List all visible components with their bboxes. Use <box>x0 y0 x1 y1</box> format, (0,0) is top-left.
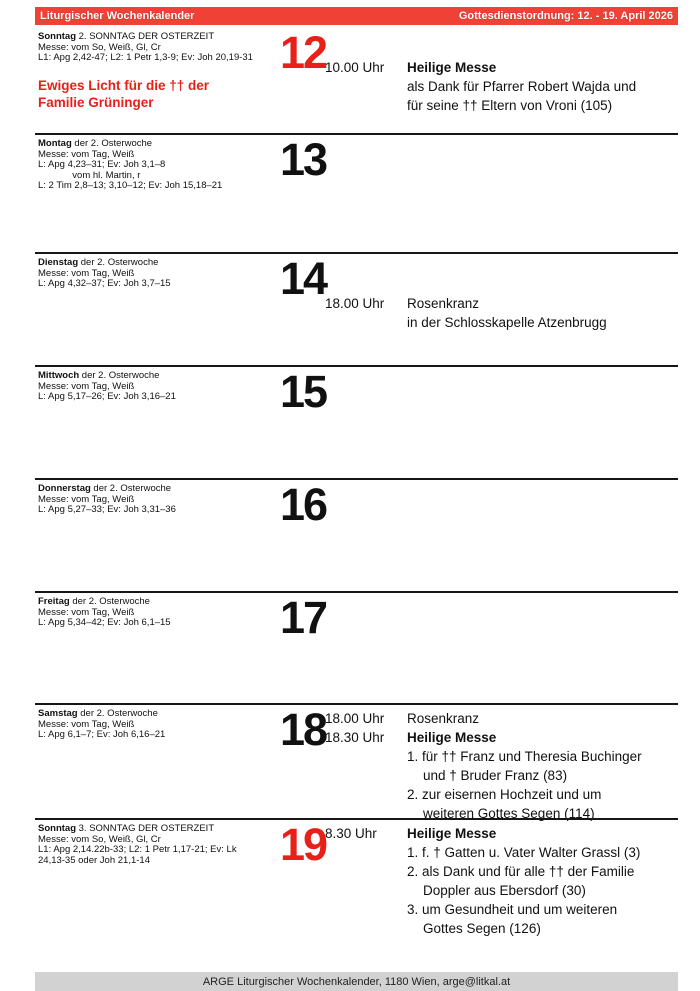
day-detail-line: Messe: vom Tag, Weiß <box>38 267 135 279</box>
day-title-rest: 3. SONNTAG DER OSTERZEIT <box>76 823 215 834</box>
day-liturgical-info <box>38 593 293 629</box>
day-number: 12 <box>279 27 327 78</box>
day-detail-line: L: 2 Tim 2,8–13; 3,10–12; Ev: Joh 15,18–21 <box>38 180 223 192</box>
day-title-rest: der 2. Osterwoche <box>90 483 172 494</box>
event-time: 18.00 Uhr <box>325 296 385 311</box>
day-detail-line: Messe: vom So, Weiß, Gl, Cr <box>38 41 161 53</box>
day-number: 17 <box>279 592 327 643</box>
day-title <box>38 32 293 43</box>
day-detail-line: L: Apg 4,32–37; Ev: Joh 3,7–15 <box>38 278 171 290</box>
event-description-line: 1. f. † Gatten u. Vater Walter Grassl (3) <box>407 845 641 860</box>
day-detail-line: Messe: vom Tag, Weiß <box>38 493 135 505</box>
day-detail-line: 24,13-35 oder Joh 21,1-14 <box>38 854 150 866</box>
event-description-line: in der Schlosskapelle Atzenbrugg <box>407 315 607 330</box>
event-description <box>407 58 636 115</box>
day-title <box>38 139 293 150</box>
day-row <box>35 818 678 972</box>
day-liturgical-info <box>38 28 293 112</box>
day-row <box>35 133 678 252</box>
day-title <box>38 597 293 608</box>
day-title-rest: der 2. Osterwoche <box>77 708 158 719</box>
event-description-line: Heilige Messe <box>407 826 497 841</box>
day-detail-line: Messe: vom So, Weiß, Gl, Cr <box>38 833 161 845</box>
event-description-line: 3. um Gesundheit und um weiteren <box>407 902 618 917</box>
event-description-line: und † Bruder Franz (83) <box>423 768 568 783</box>
day-title <box>38 371 293 382</box>
day-liturgical-info <box>38 254 293 290</box>
perpetual-light-note <box>38 77 293 112</box>
event-time: 10.00 Uhr <box>325 60 385 75</box>
day-detail-line: L1: Apg 2,42-47; L2: 1 Petr 1,3-9; Ev: Joh 20,19-31 <box>38 52 253 64</box>
event-description-line: Gottes Segen (126) <box>423 921 541 936</box>
event-description-line: 1. für †† Franz und Theresia Buchinger <box>407 749 642 764</box>
day-name: Dienstag <box>38 257 79 268</box>
event-time: 18.00 Uhr <box>325 711 385 726</box>
event-description-line: Rosenkranz <box>407 711 480 726</box>
day-liturgical-info <box>38 705 293 741</box>
day-detail-line: L1: Apg 2,14.22b-33; L2: 1 Petr 1,17-21; Ev: Lk <box>38 844 237 856</box>
day-liturgical-info <box>38 135 293 192</box>
day-liturgical-info <box>38 480 293 516</box>
day-title <box>38 258 293 269</box>
event-row <box>325 728 642 823</box>
event-row <box>325 58 636 115</box>
day-detail-line: L: Apg 5,17–26; Ev: Joh 3,16–21 <box>38 391 176 403</box>
day-list <box>35 28 678 972</box>
day-detail-line: Messe: vom Tag, Weiß <box>38 148 135 160</box>
day-liturgical-info <box>38 820 293 866</box>
event-description <box>407 728 642 823</box>
day-title <box>38 484 293 495</box>
day-row <box>35 703 678 821</box>
day-detail-line: L: Apg 5,34–42; Ev: Joh 6,1–15 <box>38 617 171 629</box>
event-description-line: 2. zur eisernen Hochzeit und um <box>407 787 602 802</box>
day-events <box>325 705 642 823</box>
day-name: Samstag <box>38 708 78 719</box>
day-detail-line: L: Apg 4,23–31; Ev: Joh 3,1–8 <box>38 159 166 171</box>
day-row <box>35 28 678 133</box>
footer-text: ARGE Liturgischer Wochenkalender, 1180 Wien, arge@litkal.at <box>202 975 511 988</box>
event-time: 18.30 Uhr <box>325 730 385 745</box>
event-description <box>407 709 479 728</box>
event-description-line: für seine †† Eltern von Vroni (105) <box>407 98 613 113</box>
day-events <box>325 28 636 115</box>
calendar-page <box>35 7 678 991</box>
day-row <box>35 252 678 365</box>
event-row <box>325 709 642 728</box>
event-description-line: als Dank für Pfarrer Robert Wajda und <box>407 79 637 94</box>
day-row <box>35 591 678 703</box>
day-name: Montag <box>38 138 72 149</box>
day-number: 13 <box>279 134 327 185</box>
page-title: Liturgischer Wochenkalender <box>40 10 195 22</box>
event-description-line: Doppler aus Ebersdorf (30) <box>423 883 586 898</box>
event-description-line: Heilige Messe <box>407 60 497 75</box>
event-row <box>325 824 640 938</box>
day-number: 19 <box>279 819 327 870</box>
note-line: Familie Grüninger <box>38 95 154 111</box>
day-title <box>38 824 293 835</box>
day-number: 18 <box>279 704 327 755</box>
day-detail-line: L: Apg 5,27–33; Ev: Joh 3,31–36 <box>38 504 176 516</box>
event-description-line: Rosenkranz <box>407 296 480 311</box>
event-row <box>325 294 607 332</box>
day-detail-line: Messe: vom Tag, Weiß <box>38 380 135 392</box>
event-time: 8.30 Uhr <box>325 826 377 841</box>
event-description-line: Heilige Messe <box>407 730 497 745</box>
day-title-rest: 2. SONNTAG DER OSTERZEIT <box>76 31 215 42</box>
header-bar <box>35 7 678 25</box>
day-detail-line: Messe: vom Tag, Weiß <box>38 718 135 730</box>
day-events <box>325 254 607 332</box>
day-row <box>35 365 678 478</box>
event-description <box>407 294 607 332</box>
day-title-rest: der 2. Osterwoche <box>71 138 153 149</box>
day-liturgical-info <box>38 367 293 403</box>
note-line: Ewiges Licht für die †† der <box>38 77 210 93</box>
day-name: Mittwoch <box>38 370 80 381</box>
day-name: Donnerstag <box>38 483 91 494</box>
day-number: 14 <box>279 253 327 304</box>
day-number: 16 <box>279 479 327 530</box>
day-detail-line: Messe: vom Tag, Weiß <box>38 606 135 618</box>
day-events <box>325 820 640 938</box>
day-title-rest: der 2. Osterwoche <box>78 257 159 268</box>
header-date-range: Gottesdienstordnung: 12. - 19. April 2026 <box>458 10 673 22</box>
day-name: Sonntag <box>38 823 76 834</box>
day-row <box>35 478 678 591</box>
event-description-line: 2. als Dank und für alle †† der Familie <box>407 864 635 879</box>
footer-bar <box>35 972 678 991</box>
day-detail-line: L: Apg 6,1–7; Ev: Joh 6,16–21 <box>38 729 166 741</box>
day-number: 15 <box>279 366 327 417</box>
day-name: Sonntag <box>38 31 76 42</box>
event-description-line: weiteren Gottes Segen (114) <box>423 806 595 821</box>
day-title-rest: der 2. Osterwoche <box>69 596 150 607</box>
day-name: Freitag <box>38 596 70 607</box>
day-title <box>38 709 293 720</box>
event-description <box>407 824 640 938</box>
day-title-rest: der 2. Osterwoche <box>79 370 160 381</box>
day-detail-line: vom hl. Martin, r <box>38 169 141 181</box>
